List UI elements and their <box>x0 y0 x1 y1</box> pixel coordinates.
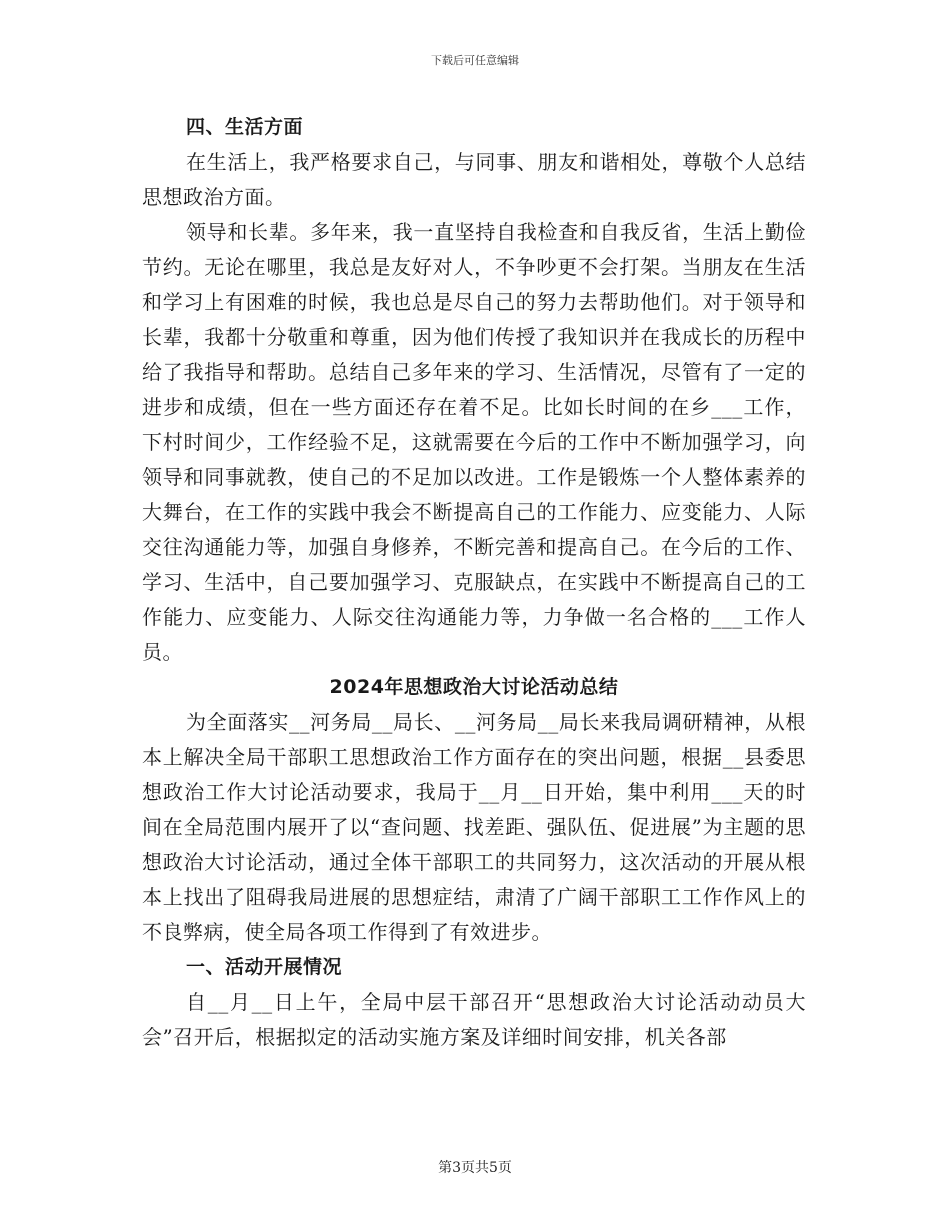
page-footer: 第3页共5页 <box>438 1160 512 1176</box>
document-title: 2024年思想政治大讨论活动总结 <box>329 676 619 698</box>
section-heading-activity: 一、活动开展情况 <box>186 956 343 978</box>
paragraph-summary-intro: 为全面落实__河务局__局长、__河务局__局长来我局调研精神，从根本上解决全局干部职工思想政治工作方面存在的突出问题，根据__县委思想政治工作大讨论活动要求，我局于__月__日开始，集中利用___天的时间在全局范围内展开了以“查问题、找差距、强队伍、促进展”为主题的思想政治大讨论活动，通过全体干部职工的共同努力，这次活动的开展从根本上找出了阻碍我局进展的思想症结，肃清了广阔干部职工工作作风上的不良弊病，使全局各项工作得到了有效进步。 <box>142 710 806 944</box>
paragraph-life-detail: 领导和长辈。多年来，我一直坚持自我检查和自我反省，生活上勤俭节约。无论在哪里，我总是友好对人，不争吵更不会打架。当朋友在生活和学习上有困难的时候，我也总是尽自己的努力去帮助他们。对于领导和长辈，我都十分敬重和尊重，因为他们传授了我知识并在我成长的历程中给了我指导和帮助。总结自己多年来的学习、生活情况，尽管有了一定的进步和成绩，但在一些方面还存在着不足。比如长时间的在乡___工作，下村时间少，工作经验不足，这就需要在今后的工作中不断加强学习，向领导和同事就教，使自己的不足加以改进。工作是锻炼一个人整体素养的大舞台，在工作的实践中我会不断提高自己的工作能力、应变能力、人际交往沟通能力等，加强自身修养，不断完善和提高自己。在今后的工作、学习、生活中，自己要加强学习、克服缺点，在实践中不断提高自己的工作能力、应变能力、人际交往沟通能力等，力争做一名合格的___工作人员。 <box>142 220 806 664</box>
paragraph-life-intro: 在生活上，我严格要求自己，与同事、朋友和谐相处，尊敬个人总结思想政治方面。 <box>142 150 806 209</box>
paragraph-activity-detail: 自__月__日上午，全局中层干部召开“思想政治大讨论活动动员大会”召开后，根据拟定的活动实施方案及详细时间安排，机关各部 <box>142 990 806 1049</box>
page-header: 下载后可任意编辑 <box>431 54 519 67</box>
section-heading-life: 四、生活方面 <box>186 116 304 138</box>
document-body <box>142 110 806 1055</box>
